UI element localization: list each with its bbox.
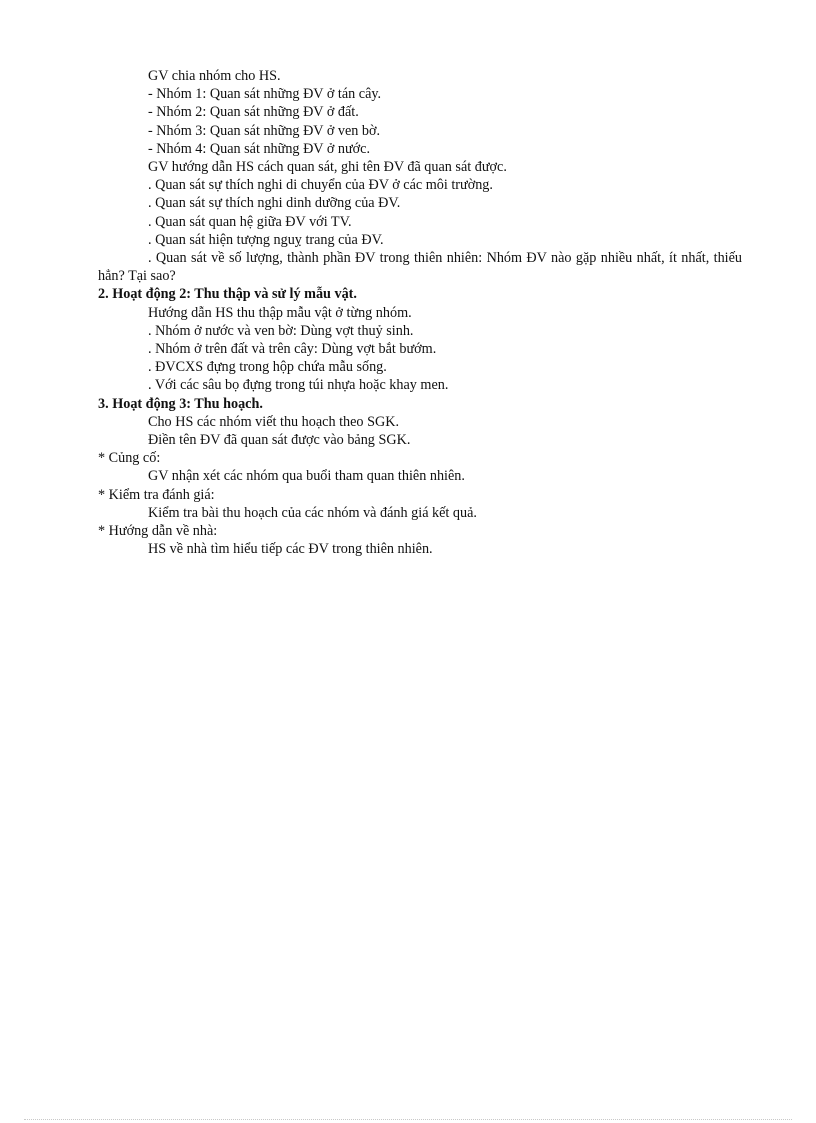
paragraph: Cho HS các nhóm viết thu hoạch theo SGK.: [148, 413, 400, 430]
subheading: * Hướng dẫn về nhà:: [98, 523, 218, 540]
list-item: . Với các sâu bọ đựng trong túi nhựa hoặc khay men.: [148, 377, 449, 394]
paragraph: Hướng dẫn HS thu thập mẫu vật ở từng nhóm.: [148, 304, 412, 321]
paragraph: Kiểm tra bài thu hoạch của các nhóm và đánh giá kết quả.: [148, 504, 477, 521]
list-item-text: . Quan sát về số lượng, thành phần ĐV trong thiên nhiên: Nhóm ĐV nào gặp nhiều nhất, ít nhất, thiếu hẳn? Tại sao?: [98, 250, 742, 285]
paragraph: GV nhận xét các nhóm qua buổi tham quan thiên nhiên.: [148, 468, 465, 485]
list-item-wrapped: [98, 249, 742, 285]
section-heading: 3. Hoạt động 3: Thu hoạch.: [98, 395, 263, 412]
list-item: . ĐVCXS đựng trong hộp chứa mẫu sống.: [148, 359, 387, 376]
list-item: - Nhóm 1: Quan sát những ĐV ở tán cây.: [148, 86, 382, 103]
list-item: . Quan sát quan hệ giữa ĐV với TV.: [148, 213, 352, 230]
paragraph: Điền tên ĐV đã quan sát được vào bảng SGK.: [148, 432, 411, 449]
list-item: . Quan sát sự thích nghi di chuyển của ĐV ở các môi trường.: [148, 177, 493, 194]
page-bottom-divider: [24, 1119, 792, 1120]
list-item: . Quan sát hiện tượng nguỵ trang của ĐV.: [148, 231, 384, 248]
list-item: . Nhóm ở nước và ven bờ: Dùng vợt thuỷ sinh.: [148, 322, 414, 339]
document-body: [98, 67, 742, 558]
list-item: . Nhóm ở trên đất và trên cây: Dùng vợt bắt bướm.: [148, 341, 437, 358]
list-item: - Nhóm 4: Quan sát những ĐV ở nước.: [148, 140, 371, 157]
paragraph: HS về nhà tìm hiểu tiếp các ĐV trong thiên nhiên.: [148, 541, 433, 558]
paragraph: GV hướng dẫn HS cách quan sát, ghi tên ĐV đã quan sát được.: [148, 159, 507, 176]
list-item: . Quan sát sự thích nghi dinh dưỡng của ĐV.: [148, 195, 401, 212]
paragraph: GV chia nhóm cho HS.: [148, 68, 281, 84]
list-item: - Nhóm 3: Quan sát những ĐV ở ven bờ.: [148, 122, 381, 139]
subheading: * Kiểm tra đánh giá:: [98, 486, 215, 503]
section-heading: 2. Hoạt động 2: Thu thập và sử lý mẫu vật.: [98, 286, 357, 303]
list-item: - Nhóm 2: Quan sát những ĐV ở đất.: [148, 104, 359, 121]
subheading: * Củng cố:: [98, 450, 161, 467]
